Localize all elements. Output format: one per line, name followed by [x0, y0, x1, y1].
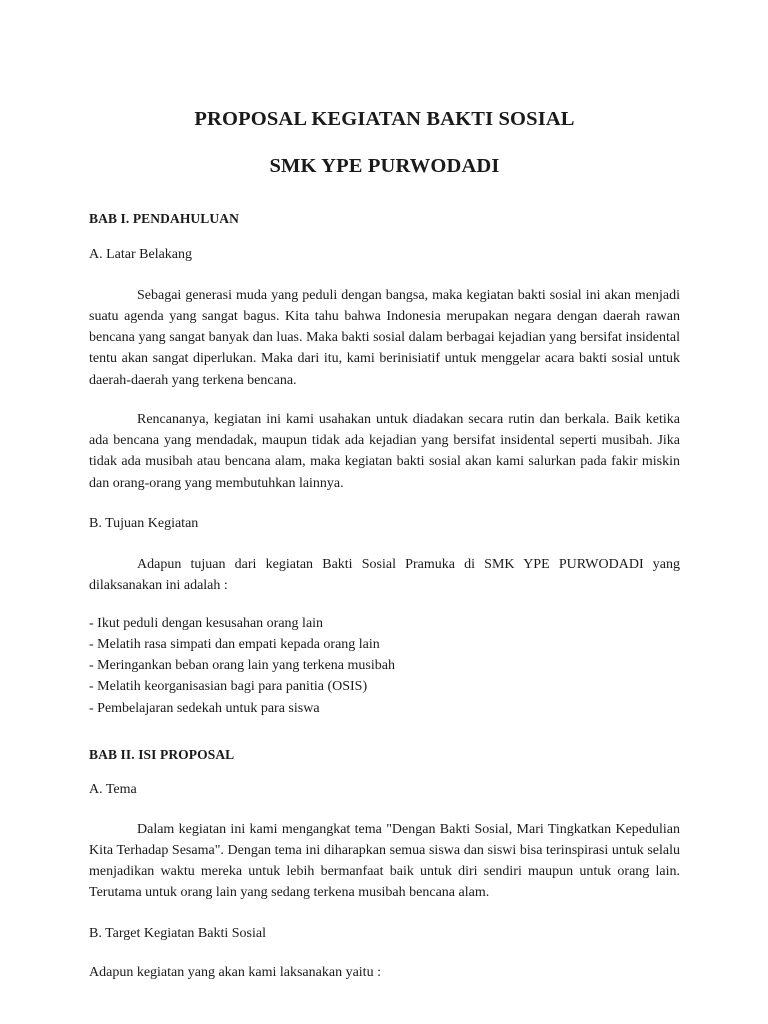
document-title-line-2: SMK YPE PURWODADI [269, 154, 500, 177]
document-content [89, 0, 680, 983]
spacer [89, 494, 680, 516]
spacer [89, 597, 680, 613]
heading-bab2-section-b: B. Target Kegiatan Bakti Sosial [89, 925, 266, 941]
spacer [89, 176, 680, 211]
spacer [89, 904, 680, 926]
list-item: - Melatih rasa simpati dan empati kepada orang lain [89, 636, 380, 652]
spacer [89, 942, 680, 962]
paragraph-target-intro: Adapun kegiatan yang akan kami laksanakan yaitu : [89, 964, 381, 980]
heading-bab2-section-a: A. Tema [89, 782, 137, 798]
spacer [89, 799, 680, 819]
list-item: - Meringankan beban orang lain yang terkena musibah [89, 658, 395, 674]
document-title-line-1: PROPOSAL KEGIATAN BAKTI SOSIAL [194, 108, 575, 130]
paragraph-latar-belakang-2: Rencananya, kegiatan ini kami usahakan untuk diadakan secara rutin dan berkala. Baik ketika ada bencana yang mendadak, maupun tidak ada kejadian yang bersifat insidental seperti musibah. Jika tidak ada musibah atau bencana alam, maka kegiatan bakti sosial akan kami salurkan pada fakir miskin dan orang-orang yang membutuhkan lainnya. [89, 411, 680, 491]
list-tujuan-kegiatan [89, 613, 680, 719]
spacer [89, 263, 680, 285]
list-item: - Melatih keorganisasian bagi para panitia (OSIS) [89, 679, 368, 695]
paragraph-tujuan-intro: Adapun tujuan dari kegiatan Bakti Sosial Pramuka di SMK YPE PURWODADI yang dilaksanakan ini adalah : [89, 557, 680, 594]
list-item: - Ikut peduli dengan kesusahan orang lain [89, 615, 324, 631]
spacer [89, 719, 680, 747]
heading-bab1-section-b: B. Tujuan Kegiatan [89, 516, 199, 531]
paragraph-latar-belakang-1: Sebagai generasi muda yang peduli dengan bangsa, maka kegiatan bakti sosial ini akan menjadi suatu agenda yang sangat bagus. Kita tahu bahwa Indonesia merupakan negara dengan daerah rawan bencana yang sangat banyak dan luas. Maka bakti sosial dalam berbagai kejadian yang bersifat insidental tentu akan sangat diperlukan. Maka dari itu, kami berinisiatif untuk menggelar acara bakti sosial untuk daerah-daerah yang terkena bencana. [89, 287, 680, 388]
spacer [89, 762, 680, 782]
heading-bab1-section-a: A. Latar Belakang [89, 246, 193, 262]
list-item: - Pembelajaran sedekah untuk para siswa [89, 700, 320, 716]
spacer [89, 532, 680, 554]
spacer [89, 391, 680, 409]
paragraph-tema: Dalam kegiatan ini kami mengangkat tema "Dengan Bakti Sosial, Mari Tingkatkan Kepedulian Kita Terhadap Sesama". Dengan tema ini diharapkan semua siswa dan siswi bisa terinspirasi untuk selalu menjadikan waktu mereka untuk lebih bermanfaat baik untuk diri sendiri maupun untuk orang lain. Terutama untuk orang lain yang sedang terkena musibah bencana alam. [89, 821, 680, 901]
heading-bab-1: BAB I. PENDAHULUAN [89, 211, 239, 226]
heading-bab-2: BAB II. ISI PROPOSAL [89, 746, 235, 762]
spacer [89, 227, 680, 247]
